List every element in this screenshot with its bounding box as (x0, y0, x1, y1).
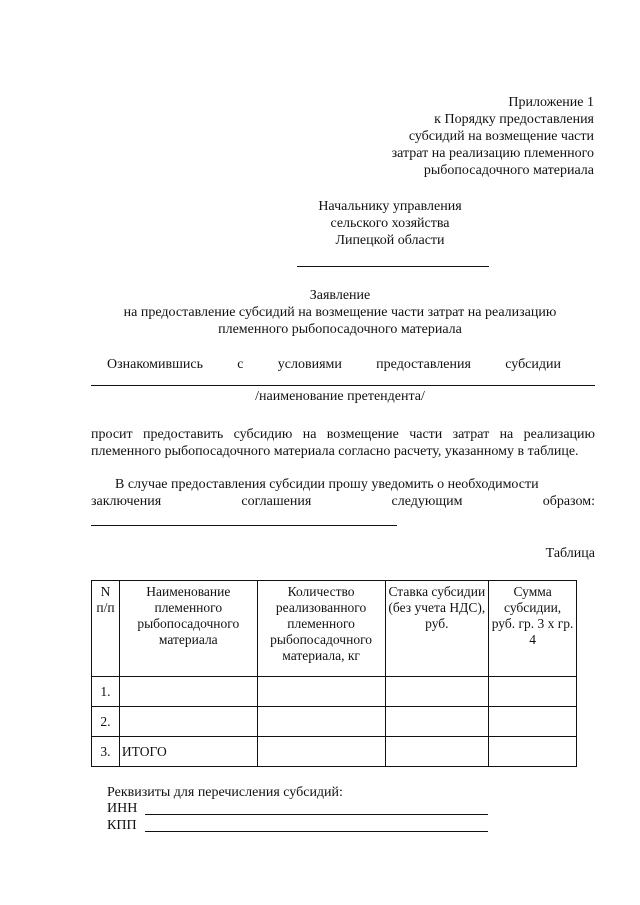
cell-material-name[interactable] (119, 677, 257, 707)
cell-amount[interactable] (489, 737, 577, 767)
addressee-block (0, 198, 640, 249)
addressee-line: Начальнику управления (318, 199, 462, 214)
addressee-line: сельского хозяйства (330, 216, 450, 231)
intro-line: Ознакомившись с условиями предоставления субсидии (107, 357, 561, 372)
appendix-block (392, 94, 594, 179)
table-row-total (92, 737, 577, 767)
cell-rate[interactable] (385, 707, 489, 737)
cell-amount[interactable] (489, 707, 577, 737)
subsidy-table (91, 580, 577, 767)
cell-number: 3. (92, 737, 120, 767)
kpp-field-line[interactable] (145, 831, 488, 832)
header-rate: Ставка субсидии (без учета НДС), руб. (385, 581, 489, 677)
table-row (92, 677, 577, 707)
appendix-line: к Порядку предоставления (434, 112, 594, 127)
inn-field-line[interactable] (145, 814, 488, 815)
addressee-signature-line[interactable] (297, 266, 489, 267)
kpp-label: КПП (107, 818, 137, 833)
cell-quantity[interactable] (257, 737, 385, 767)
header-material-name: Наименование племенного рыбопосадочного материала (119, 581, 257, 677)
cell-number: 1. (92, 677, 120, 707)
table-header-row (92, 581, 577, 677)
cell-rate[interactable] (385, 737, 489, 767)
table-row (92, 707, 577, 737)
cell-amount[interactable] (489, 677, 577, 707)
document-heading (0, 287, 640, 338)
document-subtitle: на предоставление субсидий на возмещение части затрат на реализацию (123, 305, 557, 320)
cell-quantity[interactable] (257, 677, 385, 707)
applicant-name-line[interactable] (91, 385, 595, 386)
appendix-line: затрат на реализацию племенного (391, 146, 594, 161)
notification-method-line[interactable] (91, 525, 397, 526)
body-paragraph-2-cont: заключения соглашения следующим образом: (91, 494, 595, 509)
body-paragraph-1: просит предоставить субсидию на возмещение части затрат на реализацию племенного рыбопосадочного материала согласно расчету, указанному в таблице. (91, 427, 595, 459)
requisites-title: Реквизиты для перечисления субсидий: (107, 785, 343, 800)
header-amount: Сумма субсидии, руб. гр. 3 x гр. 4 (489, 581, 577, 677)
header-quantity: Количество реализованного племенного рыбопосадочного материала, кг (257, 581, 385, 677)
cell-number: 2. (92, 707, 120, 737)
cell-material-name[interactable] (119, 707, 257, 737)
cell-total-label: ИТОГО (119, 737, 257, 767)
appendix-line: субсидий на возмещение части (408, 129, 594, 144)
document-title: Заявление (309, 288, 371, 303)
cell-quantity[interactable] (257, 707, 385, 737)
table-label: Таблица (545, 546, 595, 561)
header-number: N п/п (92, 581, 120, 677)
appendix-line: рыбопосадочного материала (423, 163, 594, 178)
addressee-line: Липецкой области (335, 233, 445, 248)
cell-rate[interactable] (385, 677, 489, 707)
applicant-caption: /наименование претендента/ (255, 389, 425, 404)
inn-label: ИНН (107, 801, 138, 816)
body-paragraph-2: В случае предоставления субсидии прошу уведомить о необходимости (115, 477, 539, 492)
document-subtitle: племенного рыбопосадочного материала (218, 322, 462, 337)
appendix-line: Приложение 1 (508, 95, 594, 110)
